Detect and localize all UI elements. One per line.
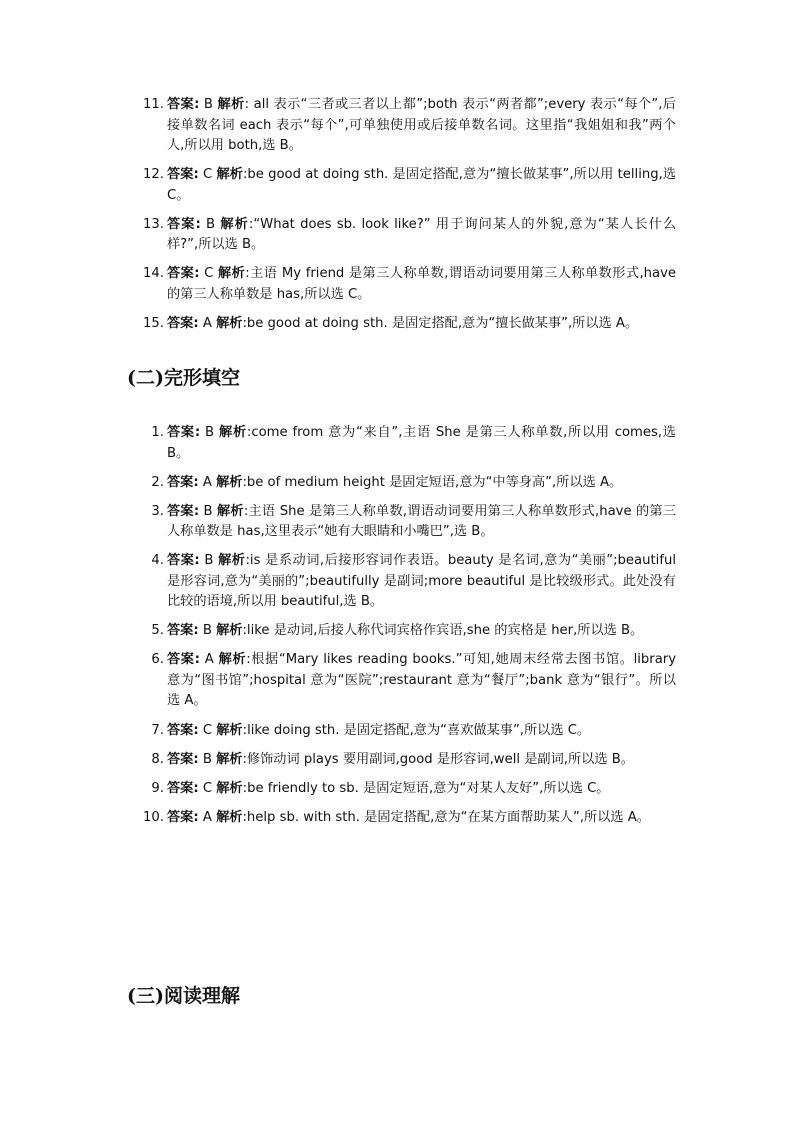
analysis-label: 解析 <box>217 503 244 519</box>
analysis-label: 解析 <box>216 167 243 183</box>
answer-item <box>136 621 676 642</box>
item-body <box>167 808 676 829</box>
answer-item <box>136 779 676 800</box>
item-body <box>167 502 676 543</box>
analysis-text: :主语 She 是第三人称单数,谓语动词要用第三人称单数形式,have 的第三人称单数是 has,这里表示“她有大眼睛和小嘴巴”,选 B。 <box>167 503 677 540</box>
answer-label: 答案: <box>167 809 199 825</box>
item-body <box>167 95 676 157</box>
answer-value: B <box>198 623 217 639</box>
analysis-text: : all 表示“三者或三者以上都”;both 表示“两者都”;every 表示“每个”,后接单数名词 each 表示“每个”,可单独使用或后接单数名词。这里指“我姐姐和我”两个人,所以用 both,选 B。 <box>167 97 676 153</box>
item-body <box>167 215 676 256</box>
answer-value: A <box>198 474 217 490</box>
answer-list-section-2 <box>136 423 676 837</box>
analysis-label: 解析 <box>218 553 246 569</box>
answer-value: C <box>198 167 217 183</box>
analysis-text: :come from 意为“来自”,主语 She 是第三人称单数,所以用 comes,选 B。 <box>167 425 676 461</box>
item-number: 9. <box>151 780 164 796</box>
answer-label: 答案: <box>167 751 199 767</box>
item-number: 15. <box>143 315 164 331</box>
item-number: 3. <box>151 503 164 519</box>
answer-value: A <box>199 652 219 668</box>
analysis-text: :修饰动词 plays 要用副词,good 是形容词,well 是副词,所以选 B。 <box>242 751 634 767</box>
analysis-text: :like doing sth. 是固定搭配,意为“喜欢做某事”,所以选 C。 <box>242 722 591 738</box>
answer-value: B <box>199 503 217 519</box>
answer-label: 答案: <box>167 167 199 183</box>
item-number: 5. <box>151 623 164 639</box>
analysis-text: :be good at doing sth. 是固定搭配,意为“擅长做某事”,所以用 telling,选 C。 <box>167 167 677 203</box>
analysis-text: :like 是动词,后接人称代词宾格作宾语,she 的宾格是 her,所以选 B。 <box>242 623 644 639</box>
item-number: 4. <box>151 553 164 569</box>
item-body <box>167 423 676 464</box>
answer-label: 答案: <box>167 652 200 668</box>
analysis-text: :help sb. with sth. 是固定搭配,意为“在某方面帮助某人”,所以选 A。 <box>242 809 650 825</box>
item-number: 6. <box>151 652 164 668</box>
analysis-label: 解析 <box>216 315 243 331</box>
answer-value: C <box>198 722 217 738</box>
analysis-label: 解析 <box>218 652 247 668</box>
analysis-text: :主语 My friend 是第三人称单数,谓语动词要用第三人称单数形式,have 的第三人称单数是 has,所以选 C。 <box>167 266 677 302</box>
analysis-text: :be good at doing sth. 是固定搭配,意为“擅长做某事”,所以选 A。 <box>242 315 639 331</box>
item-body <box>167 165 676 206</box>
answer-label: 答案: <box>167 623 199 639</box>
section-heading-reading: (三)阅读理解 <box>127 985 240 1007</box>
analysis-text: :“What does sb. look like?” 用于询问某人的外貌,意为“某人长什么样?”,所以选 B。 <box>167 216 677 253</box>
item-number: 11. <box>143 97 164 112</box>
answer-item <box>136 264 676 305</box>
analysis-label: 解析 <box>216 751 243 767</box>
answer-item <box>136 721 676 742</box>
answer-item <box>136 95 676 157</box>
analysis-label: 解析 <box>216 722 243 738</box>
answer-item <box>136 473 676 494</box>
analysis-label: 解析 <box>216 623 243 639</box>
item-number: 12. <box>143 167 164 183</box>
item-number: 14. <box>143 266 164 282</box>
answer-item <box>136 650 676 712</box>
item-body <box>167 650 676 712</box>
item-body <box>167 314 676 335</box>
answer-label: 答案: <box>167 780 199 796</box>
item-body <box>167 473 676 494</box>
item-body <box>167 721 676 742</box>
answer-label: 答案: <box>167 97 200 112</box>
answer-value: B <box>200 216 221 232</box>
analysis-text: :根据“Mary likes reading books.”可知,她周末经常去图书馆。library 意为“图书馆”;hospital 意为“医院”;restaurant 意为“餐厅”;bank 意为“银行”。所以选 A。 <box>167 652 677 709</box>
item-body <box>167 551 676 613</box>
answer-list-section-1 <box>136 95 676 343</box>
section-heading-cloze: (二)完形填空 <box>127 367 240 389</box>
item-body <box>167 750 676 771</box>
answer-value: B <box>200 425 220 440</box>
answer-item <box>136 551 676 613</box>
answer-value: C <box>199 266 218 282</box>
answer-label: 答案: <box>167 216 201 232</box>
analysis-text: :be friendly to sb. 是固定短语,意为“对某人友好”,所以选 C。 <box>242 780 610 796</box>
answer-item <box>136 423 676 464</box>
answer-item <box>136 215 676 256</box>
analysis-label: 解析 <box>219 425 247 440</box>
analysis-label: 解析 <box>217 97 245 112</box>
item-body <box>167 621 676 642</box>
answer-value: A <box>198 809 217 825</box>
answer-label: 答案: <box>167 503 200 519</box>
answer-label: 答案: <box>167 722 199 738</box>
item-number: 1. <box>151 425 164 440</box>
answer-value: B <box>199 553 219 569</box>
item-number: 7. <box>151 722 164 738</box>
analysis-label: 解析 <box>216 474 243 490</box>
answer-value: B <box>199 97 218 112</box>
analysis-label: 解析 <box>216 809 243 825</box>
answer-label: 答案: <box>167 425 201 440</box>
analysis-text: :is 是系动词,后接形容词作表语。beauty 是名词,意为“美丽”;beautiful 是形容词,意为“美丽的”;beautifully 是副词;more beautiful 是比较级形式。此处没有比较的语境,所以用 beautiful,选 B。 <box>167 553 676 610</box>
answer-label: 答案: <box>167 553 200 569</box>
analysis-label: 解析 <box>217 266 246 282</box>
item-body <box>167 779 676 800</box>
item-number: 13. <box>143 216 164 232</box>
answer-item <box>136 502 676 543</box>
analysis-text: :be of medium height 是固定短语,意为“中等身高”,所以选 A。 <box>242 474 623 490</box>
item-number: 8. <box>151 751 164 767</box>
item-number: 2. <box>151 474 164 490</box>
answer-label: 答案: <box>167 474 199 490</box>
answer-value: A <box>198 315 217 331</box>
answer-item <box>136 808 676 829</box>
item-number: 10. <box>143 809 164 825</box>
answer-item <box>136 314 676 335</box>
answer-item <box>136 165 676 206</box>
analysis-label: 解析 <box>220 216 249 232</box>
answer-item <box>136 750 676 771</box>
answer-value: C <box>198 780 217 796</box>
item-body <box>167 264 676 305</box>
answer-label: 答案: <box>167 315 199 331</box>
answer-value: B <box>198 751 217 767</box>
answer-label: 答案: <box>167 266 200 282</box>
analysis-label: 解析 <box>216 780 243 796</box>
